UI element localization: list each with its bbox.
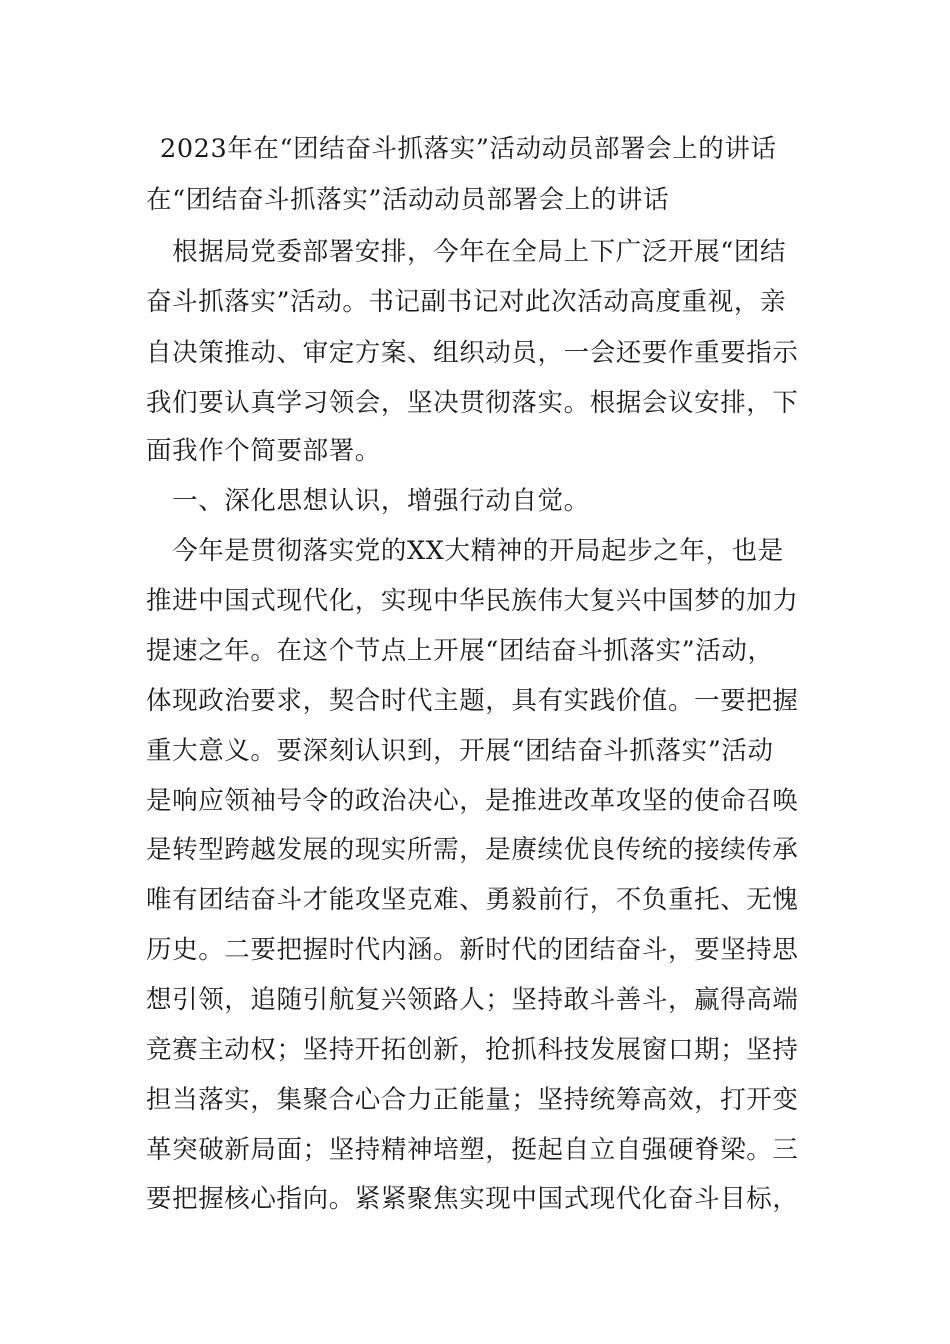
body-line: 是响应领袖号令的政治决心，是推进改革攻坚的使命召唤 xyxy=(146,786,799,816)
section-heading: 一、深化思想认识，增强行动自觉。 xyxy=(146,486,590,516)
body-line: 想引领，追随引航复兴领路人；坚持敢斗善斗，赢得高端 xyxy=(146,985,799,1015)
body-line: 体现政治要求，契合时代主题，具有实践价值。一要把握 xyxy=(146,686,799,716)
body-line: 今年是贯彻落实党的XX大精神的开局起步之年，也是 xyxy=(146,536,784,566)
body-line: 我们要认真学习领会，坚决贯彻落实。根据会议安排，下 xyxy=(146,388,799,418)
document-title: 2023年在“团结奋斗抓落实”活动动员部署会上的讲话 xyxy=(160,134,777,164)
body-line: 推进中国式现代化，实现中华民族伟大复兴中国梦的加力 xyxy=(146,586,799,616)
body-line: 根据局党委部署安排，今年在全局上下广泛开展“团结 xyxy=(146,237,787,267)
document-subtitle: 在“团结奋斗抓落实”活动动员部署会上的讲话 xyxy=(146,185,670,215)
body-line: 重大意义。要深刻认识到，开展“团结奋斗抓落实”活动 xyxy=(146,736,774,766)
body-line: 自决策推动、审定方案、组织动员，一会还要作重要指示 xyxy=(146,338,799,368)
body-line: 是转型跨越发展的现实所需，是赓续优良传统的接续传承 xyxy=(146,835,799,865)
body-line: 竞赛主动权；坚持开拓创新，抢抓科技发展窗口期；坚持 xyxy=(146,1035,799,1065)
body-line: 提速之年。在这个节点上开展“团结奋斗抓落实”活动， xyxy=(146,636,774,666)
body-line: 奋斗抓落实”活动。书记副书记对此次活动高度重视，亲 xyxy=(146,287,787,317)
body-line: 唯有团结奋斗才能攻坚克难、勇毅前行，不负重托、无愧 xyxy=(146,885,799,915)
body-line: 历史。二要把握时代内涵。新时代的团结奋斗，要坚持思 xyxy=(146,935,799,965)
body-line: 担当落实，集聚合心合力正能量；坚持统筹高效，打开变 xyxy=(146,1085,799,1115)
body-line: 要把握核心指向。紧紧聚焦实现中国式现代化奋斗目标， xyxy=(146,1184,799,1214)
body-line: 面我作个简要部署。 xyxy=(146,436,381,466)
body-line: 革突破新局面；坚持精神培塑，挺起自立自强硬脊梁。三 xyxy=(146,1135,799,1165)
